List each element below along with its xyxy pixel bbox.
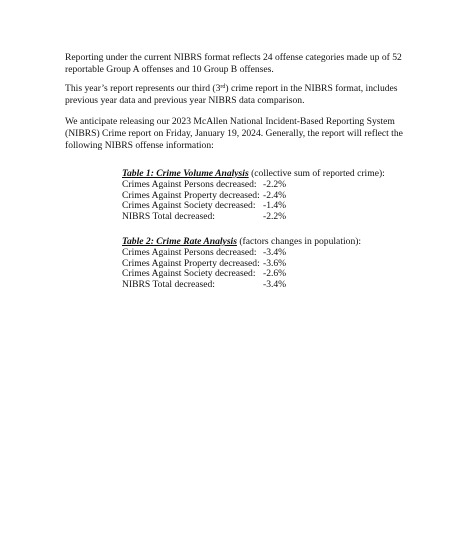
paragraph-third-report-text-b: ) crime report in the NIBRS format, includes previous year data and previous year NIBRS data comparison.: [65, 83, 398, 107]
row-label: NIBRS Total decreased:: [122, 279, 215, 291]
table-row: [122, 212, 422, 223]
table-title-label: Table 2: Crime Rate Analysis: [122, 236, 237, 247]
table-row: [122, 180, 422, 191]
paragraph-nibrs-format: Reporting under the current NIBRS format reflects 24 offense categories made up of 52 reportable Group A offenses and 10 Group B offenses.: [65, 52, 402, 76]
table-crime-volume: [122, 169, 422, 223]
table-title-label: Table 1: Crime Volume Analysis: [122, 168, 249, 179]
row-label: Crimes Against Society decreased:: [122, 268, 256, 280]
row-value: -2.4%: [263, 189, 287, 201]
table-title-note: (collective sum of reported crime):: [248, 168, 385, 179]
table-crime-rate: [122, 237, 422, 291]
row-label: NIBRS Total decreased:: [122, 211, 215, 223]
table-row: [122, 280, 422, 291]
row-label: Crimes Against Property decreased:: [122, 189, 260, 201]
row-value: -2.6%: [263, 268, 287, 280]
row-label: Crimes Against Property decreased:: [122, 257, 260, 269]
row-label: Crimes Against Persons decreased:: [122, 246, 257, 258]
row-value: -3.6%: [263, 257, 287, 269]
superscript-ordinal: rd: [220, 84, 226, 90]
row-label: Crimes Against Persons decreased:: [122, 178, 257, 190]
paragraph-third-report-text-a: This year’s report represents our third (3: [65, 83, 221, 94]
row-value: -1.4%: [263, 200, 287, 212]
row-value: -2.2%: [263, 211, 287, 223]
table-title-note: (factors changes in population):: [236, 236, 362, 247]
paragraph-release-notice: We anticipate releasing our 2023 McAllen National Incident-Based Reporting System (NIBRS) Crime report on Friday, January 19, 2024. Generally, the report will reflect the following NIBRS offense information:: [65, 116, 403, 152]
row-value: -3.4%: [263, 279, 287, 291]
table-row: [122, 248, 422, 259]
paragraph-third-report: [65, 83, 410, 107]
row-value: -2.2%: [263, 178, 287, 190]
row-value: -3.4%: [263, 246, 287, 258]
row-label: Crimes Against Society decreased:: [122, 200, 256, 212]
